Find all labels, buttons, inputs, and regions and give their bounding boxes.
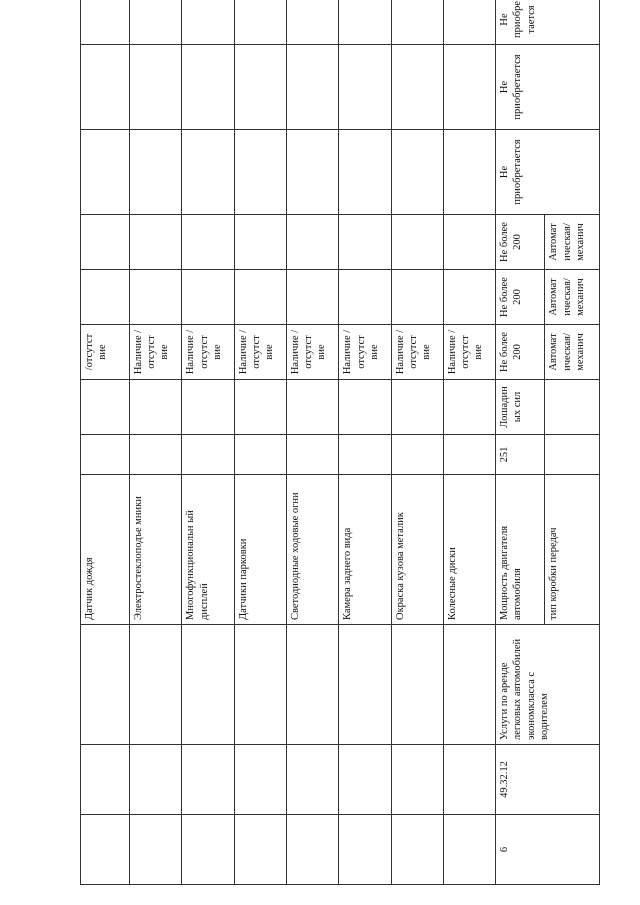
empty-cell [234, 270, 286, 325]
note-cell: Не приобретается [496, 130, 600, 215]
value-cell: Наличие /отсутст вие [182, 325, 234, 380]
empty-cell [444, 435, 496, 475]
table-row [339, 0, 391, 885]
value-cell: Наличие /отсутст вие [444, 325, 496, 380]
empty-cell [339, 215, 391, 270]
empty-cell [444, 130, 496, 215]
table-row-engine [496, 0, 545, 885]
characteristic-cell: Камера заднего вида [339, 475, 391, 625]
table-row [130, 0, 182, 885]
characteristic-cell: Окраска кузова металик [391, 475, 443, 625]
empty-cell [391, 45, 443, 130]
empty-cell [130, 130, 182, 215]
empty-cell [81, 815, 130, 885]
empty-cell [182, 745, 234, 815]
empty-cell [287, 215, 339, 270]
rotated-table-container [80, 0, 600, 885]
empty-cell [81, 215, 130, 270]
characteristic-cell: Электростеклоподъе мники [130, 475, 182, 625]
empty-cell [391, 625, 443, 745]
empty-cell [545, 380, 600, 435]
empty-cell [391, 215, 443, 270]
value-cell: Наличие /отсутст вие [339, 325, 391, 380]
empty-cell [444, 45, 496, 130]
empty-cell [182, 270, 234, 325]
empty-cell [339, 815, 391, 885]
empty-cell [339, 380, 391, 435]
unit-name: Лошадин ых сил [496, 380, 545, 435]
empty-cell [287, 270, 339, 325]
empty-cell [234, 0, 286, 45]
empty-cell [444, 380, 496, 435]
table-row [444, 0, 496, 885]
empty-cell [391, 0, 443, 45]
empty-cell [391, 270, 443, 325]
empty-cell [391, 130, 443, 215]
characteristic-cell: тип коробки передач [545, 475, 600, 625]
empty-cell [81, 380, 130, 435]
empty-cell [130, 745, 182, 815]
value-cell: Автомат ическая/ механич [545, 215, 600, 270]
characteristic-cell: Светодиодные ходовые огни [287, 475, 339, 625]
empty-cell [339, 625, 391, 745]
empty-cell [234, 625, 286, 745]
empty-cell [391, 380, 443, 435]
value-cell: Не более 200 [496, 325, 545, 380]
empty-cell [130, 0, 182, 45]
empty-cell [287, 435, 339, 475]
empty-cell [444, 625, 496, 745]
table-row [287, 0, 339, 885]
empty-cell [81, 0, 130, 45]
value-cell: Наличие /отсутст вие [391, 325, 443, 380]
empty-cell [287, 815, 339, 885]
empty-cell [287, 625, 339, 745]
empty-cell [287, 45, 339, 130]
empty-cell [339, 45, 391, 130]
table-row [234, 0, 286, 885]
empty-cell [444, 745, 496, 815]
empty-cell [234, 215, 286, 270]
value-cell: Не более 200 [496, 215, 545, 270]
empty-cell [182, 380, 234, 435]
table-row [81, 0, 130, 885]
empty-cell [234, 745, 286, 815]
empty-cell [81, 45, 130, 130]
empty-cell [130, 380, 182, 435]
empty-cell [130, 625, 182, 745]
empty-cell [81, 130, 130, 215]
empty-cell [234, 45, 286, 130]
empty-cell [339, 130, 391, 215]
note-cell: Не приобретается [496, 45, 600, 130]
value-cell: /отсутст вие [81, 325, 130, 380]
empty-cell [339, 745, 391, 815]
empty-cell [182, 0, 234, 45]
empty-cell [130, 215, 182, 270]
empty-cell [339, 435, 391, 475]
table-row [391, 0, 443, 885]
empty-cell [287, 0, 339, 45]
empty-cell [182, 215, 234, 270]
empty-cell [182, 130, 234, 215]
empty-cell [287, 130, 339, 215]
empty-cell [130, 815, 182, 885]
empty-cell [391, 815, 443, 885]
characteristic-cell: Многофункциональн ый дисплей [182, 475, 234, 625]
empty-cell [339, 270, 391, 325]
okpd-code: 49.32.12 [496, 745, 600, 815]
characteristic-cell: Мощность двигателя автомобиля [496, 475, 545, 625]
characteristic-cell: Колесные диски [444, 475, 496, 625]
value-cell: Автомат ическая/ механич [545, 325, 600, 380]
empty-cell [81, 435, 130, 475]
service-name: Услуги по аренде легковых автомобилей экономкласса с водителем [496, 625, 600, 745]
empty-cell [234, 130, 286, 215]
empty-cell [391, 435, 443, 475]
value-cell: Наличие /отсутст вие [130, 325, 182, 380]
empty-cell [182, 45, 234, 130]
empty-cell [444, 270, 496, 325]
empty-cell [444, 815, 496, 885]
value-cell: Наличие /отсутст вие [287, 325, 339, 380]
empty-cell [339, 0, 391, 45]
value-cell: Не более 200 [496, 270, 545, 325]
note-cell: Не приобретается [496, 0, 600, 45]
table-row [182, 0, 234, 885]
value-cell: Автомат ическая/ механич [545, 270, 600, 325]
empty-cell [81, 270, 130, 325]
empty-cell [234, 815, 286, 885]
empty-cell [182, 435, 234, 475]
empty-cell [391, 745, 443, 815]
empty-cell [81, 625, 130, 745]
unit-code: 251 [496, 435, 545, 475]
empty-cell [234, 380, 286, 435]
empty-cell [287, 745, 339, 815]
characteristic-cell: Датчики парковки [234, 475, 286, 625]
empty-cell [234, 435, 286, 475]
empty-cell [182, 815, 234, 885]
row-number: 6 [496, 815, 600, 885]
characteristic-cell: Датчик дождя [81, 475, 130, 625]
value-cell: Наличие /отсутст вие [234, 325, 286, 380]
empty-cell [130, 270, 182, 325]
empty-cell [130, 435, 182, 475]
characteristics-table [80, 0, 600, 885]
empty-cell [444, 0, 496, 45]
empty-cell [81, 745, 130, 815]
empty-cell [545, 435, 600, 475]
empty-cell [130, 45, 182, 130]
empty-cell [182, 625, 234, 745]
empty-cell [444, 215, 496, 270]
empty-cell [287, 380, 339, 435]
